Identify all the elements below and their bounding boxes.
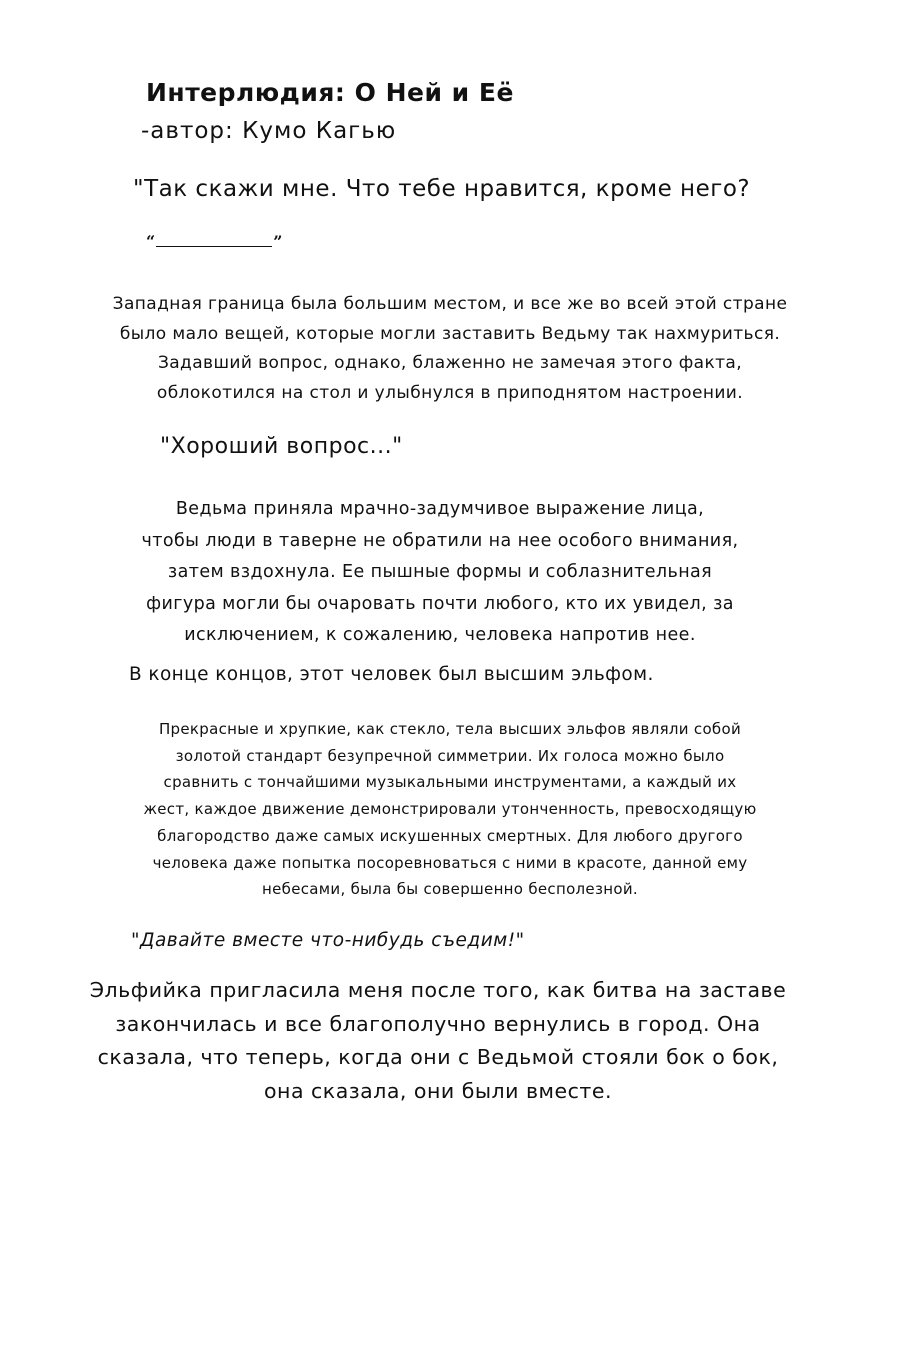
paragraph-5 [0,974,888,1108]
paragraph-2 [0,494,890,652]
text-line: облокотился на стол и улыбнулся в приподнятом настроении. [156,382,744,403]
text-line: было мало вещей, которые могли заставить Ведьму так нахмуриться. [119,323,781,344]
text-line: жест, каждое движение демонстрировали утонченность, превосходящую [143,800,757,819]
text-line: Прекрасные и хрупкие, как стекло, тела высших эльфов являли собой [158,720,742,738]
text-line: Западная граница была большим местом, и все же во всей этой стране [112,294,788,314]
close-quote: ” [273,232,283,251]
paragraph-3: В конце концов, этот человек был высшим эльфом. [129,664,654,685]
paragraph-1 [0,290,900,408]
paragraph-4 [0,716,900,903]
text-line: человека даже попытка посоревноваться с ними в красоте, данной ему [152,853,748,872]
dialogue-good-question: "Хороший вопрос..." [160,434,403,459]
text-line: сказала, что теперь, когда они с Ведьмой стояли бок о бок, [97,1045,779,1069]
open-quote: “ [146,232,156,251]
dialogue-question: "Так скажи мне. Что тебе нравится, кроме него? [133,176,751,202]
text-line: затем вздохнула. Ее пышные формы и соблазнительная [167,562,713,582]
dialogue-eat-together: "Давайте вместе что-нибудь съедим!" [131,930,525,951]
text-line: сравнить с тончайшими музыкальными инструментами, а каждый их [163,773,737,792]
chapter-title: Интерлюдия: О Ней и Её [146,78,514,107]
author-line: -автор: Кумо Кагью [141,118,397,144]
blank-reply [146,232,282,251]
text-line: небесами, была бы совершенно бесполезной. [262,880,638,899]
text-line: благородство даже самых искушенных смертных. Для любого другого [157,826,743,845]
text-line: Ведьма приняла мрачно-задумчивое выражение лица, [175,499,705,519]
text-line: чтобы люди в таверне не обратили на нее особого внимания, [141,530,739,551]
text-line: Задавший вопрос, однако, блаженно не замечая этого факта, [157,353,743,373]
text-line: Эльфийка пригласила меня после того, как битва на заставе [89,978,787,1002]
text-line: фигура могли бы очаровать почти любого, кто их увидел, за [146,593,734,614]
text-line: закончилась и все благополучно вернулись в город. Она [115,1011,761,1036]
blank-line [156,246,272,247]
text-line: она сказала, они были вместе. [264,1078,612,1103]
text-line: исключением, к сожалению, человека напротив нее. [184,625,696,645]
text-line: золотой стандарт безупречной симметрии. Их голоса можно было [175,746,725,765]
